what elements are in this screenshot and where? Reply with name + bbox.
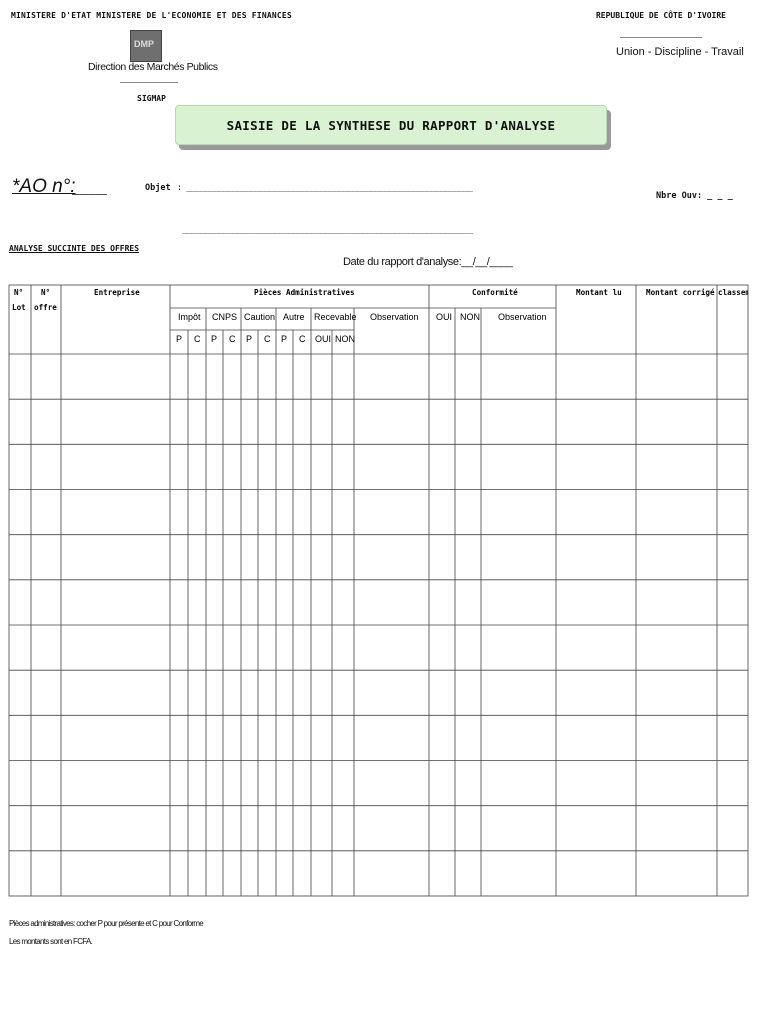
header-offre: offre [34,303,57,312]
header-classement: classement [718,288,764,297]
ao-number-field[interactable]: _______ [72,186,107,196]
sub-observation-pieces: Observation [370,312,419,322]
sub-autre: Autre [283,312,305,322]
header-montant-corrige: Montant corrigé [646,288,715,297]
logo-text: DMP [134,39,154,49]
pc-cnps-c: C [229,334,236,344]
sub-conf-observation: Observation [498,312,547,322]
footer-note-pieces: Pièces administratives: cocher P pour présente et C pour Conforme [9,919,204,928]
header-no-lot: N° [14,288,24,297]
header-no-offre: N° [41,288,51,297]
pc-caution-c: C [264,334,271,344]
recevable-non: NON [335,334,355,344]
sub-cnps: CNPS [212,312,238,322]
footer-note-currency: Les montants sont en FCFA. [9,937,93,946]
report-date-field[interactable]: Date du rapport d'analyse:__/__/____ [343,256,513,268]
motto: Union - Discipline - Travail [616,46,744,58]
sigmap-label: SIGMAP [137,94,166,103]
sub-conf-oui: OUI [436,312,453,322]
pc-impot-p: P [176,334,183,344]
pc-cnps-p: P [211,334,218,344]
page-title: SAISIE DE LA SYNTHESE DU RAPPORT D'ANALYSE [226,117,556,133]
header-entreprise: Entreprise [94,288,140,297]
objet-field-line-2[interactable]: _______________________________________________________________ [182,225,473,235]
ao-label: *AO n°: [12,176,76,197]
pc-caution-p: P [246,334,253,344]
header-classement-clip [718,288,764,297]
sub-conf-non: NON [460,312,480,322]
section-title: ANALYSE SUCCINTE DES OFFRES [9,244,140,253]
ministry-header: MINISTERE D'ETAT MINISTERE DE L'ECONOMIE ET DES FINANCES [11,11,292,20]
pc-autre-c: C [299,334,306,344]
header-conformite: Conformité [472,288,518,297]
header-montant-lu: Montant lu [576,288,622,297]
pc-impot-c: C [194,334,201,344]
direction-title: Direction des Marchés Publics [88,61,218,73]
pc-autre-p: P [281,334,288,344]
sub-impot: Impôt [178,312,201,322]
recevable-oui: OUI [315,334,332,344]
sub-caution: Caution [244,312,276,322]
republic-header: REPUBLIQUE DE CÔTE D'IVOIRE [595,11,726,20]
objet-field-line-1[interactable]: : ______________________________________________________________ [177,183,473,193]
sub-recevable: Recevable [314,312,357,322]
header-lot: Lot [12,303,26,312]
objet-label: Objet [145,183,171,193]
nbre-ouv-field[interactable]: Nbre Ouv: _ _ _ [656,191,733,201]
header-pieces: Pièces Administratives [254,288,355,297]
